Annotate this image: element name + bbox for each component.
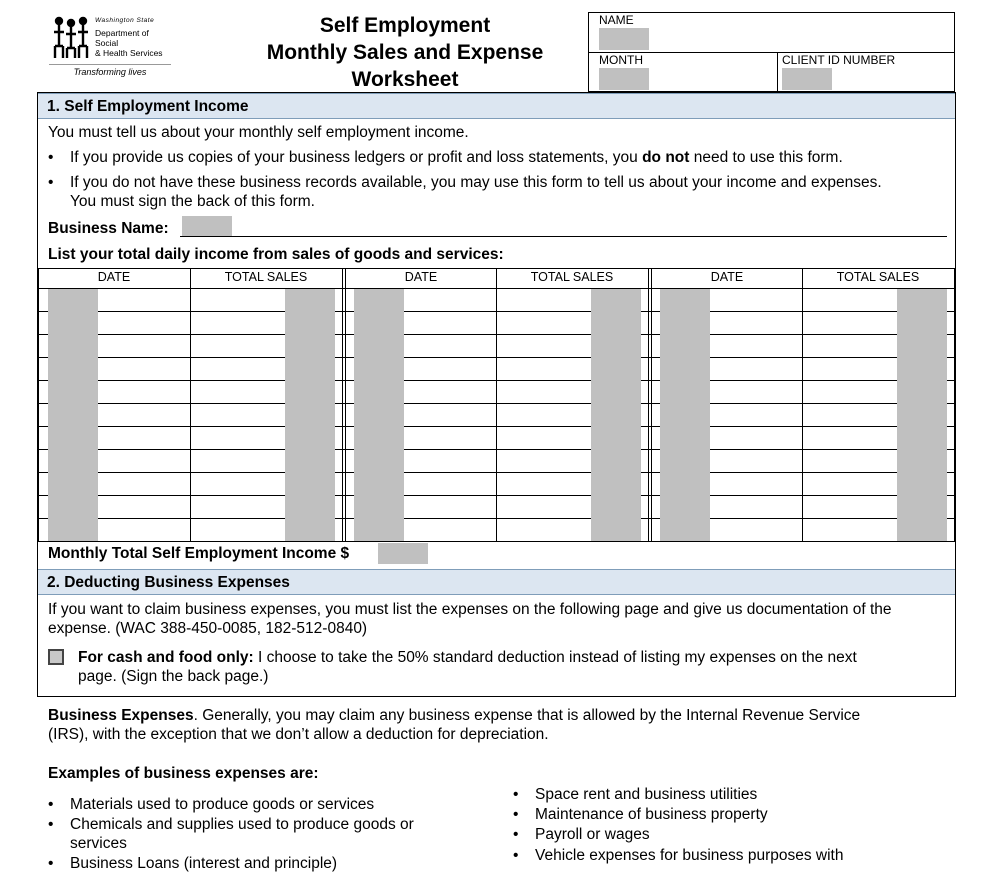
business-name-field[interactable] [182,216,232,237]
monthly-total-field[interactable] [378,543,428,564]
date-input-col-2[interactable] [354,289,404,541]
logo-department: Department of Social & Health Services [95,28,163,58]
month-field[interactable] [599,68,649,90]
date-input-col-3[interactable] [660,289,710,541]
section1-bullet-2: • If you do not have these business records available, you may use this form to tell us about your income and expenses. You must sign the back of this form. [48,174,882,210]
daily-sales-table [38,268,955,542]
section2-intro: If you want to claim business expenses, you must list the expenses on the following page and give us documentation of the expense. (WAC 388-450-0085, 182-512-0840) [48,601,892,637]
examples-label: Examples of business expenses are: [48,765,319,782]
client-id-label: CLIENT ID NUMBER [782,53,896,67]
dshs-figures-icon [51,16,91,60]
date-input-col-1[interactable] [48,289,98,541]
business-name-label: Business Name: [48,220,169,237]
sales-input-col-3[interactable] [897,289,947,541]
business-expenses-paragraph: Business Expenses. Generally, you may claim any business expense that is allowed by the Internal Revenue Service (IRS), with the exception that we don’t allow a deduction for depreciation. [48,707,861,743]
name-label: NAME [599,13,634,27]
col-header-sales-2: TOTAL SALES [530,270,614,284]
standard-deduction-checkbox[interactable] [48,649,64,665]
col-header-date-3: DATE [710,270,744,284]
standard-deduction-label: For cash and food only: I choose to take the 50% standard deduction instead of listing my expenses on the next page. (Sign the back page.) [78,649,857,685]
col-header-sales-1: TOTAL SALES [224,270,308,284]
col-header-sales-3: TOTAL SALES [836,270,920,284]
sales-input-col-2[interactable] [591,289,641,541]
daily-income-label: List your total daily income from sales of goods and services: [48,246,504,263]
section2-heading: 2. Deducting Business Expenses [38,569,955,595]
name-field[interactable] [599,28,649,50]
page-title: Self Employment Monthly Sales and Expense Worksheet [266,14,544,91]
section1-intro: You must tell us about your monthly self employment income. [48,124,469,141]
monthly-total-label: Monthly Total Self Employment Income $ [48,545,350,562]
client-id-field[interactable] [782,68,832,90]
sales-input-col-1[interactable] [285,289,335,541]
month-label: MONTH [599,53,643,67]
client-info-box [588,12,955,92]
col-header-date-1: DATE [97,270,131,284]
section1-heading: 1. Self Employment Income [38,93,955,119]
logo-state: Washington State [95,17,155,24]
logo-tagline: Transforming lives [49,64,171,77]
col-header-date-2: DATE [404,270,438,284]
dshs-logo [49,14,171,82]
